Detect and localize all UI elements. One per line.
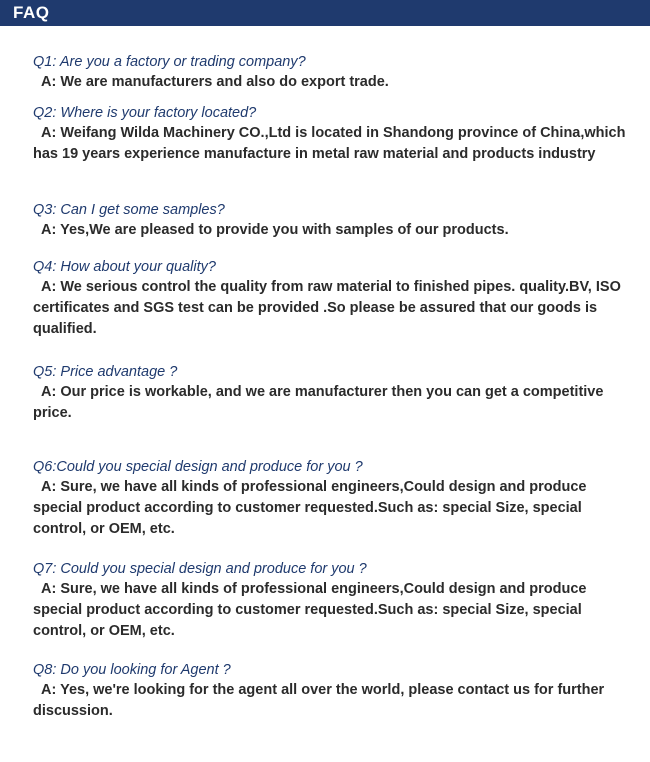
question-7: Q7: Could you special design and produce for you ? [33,561,367,577]
faq-item-3 [33,201,633,241]
question-5: Q5: Price advantage ? [33,364,178,380]
faq-item-4 [33,258,633,340]
faq-title: FAQ [13,3,50,22]
faq-item-2 [33,104,633,165]
faq-item-1 [33,53,633,93]
faq-header [0,0,650,26]
faq-item-6 [33,458,633,540]
faq-item-7 [33,560,633,642]
answer-7: A: Sure, we have all kinds of professional engineers,Could design and produce special product according to customer requested.Such as: special Size, special control, or OEM, etc. [33,581,587,639]
question-3: Q3: Can I get some samples? [33,202,225,218]
answer-1: A: We are manufacturers and also do export trade. [41,74,389,90]
question-1: Q1: Are you a factory or trading company? [33,54,306,70]
question-8: Q8: Do you looking for Agent ? [33,662,231,678]
answer-4: A: We serious control the quality from raw material to finished pipes. quality.BV, ISO certificates and SGS test can be provided .So please be assured that our goods is qualified. [33,279,621,337]
faq-item-5 [33,363,633,424]
answer-2: A: Weifang Wilda Machinery CO.,Ltd is located in Shandong province of China,which has 19 years experience manufacture in metal raw material and products industry [33,125,626,162]
faq-item-8 [33,661,633,722]
answer-5: A: Our price is workable, and we are manufacturer then you can get a competitive price. [33,384,604,421]
answer-6: A: Sure, we have all kinds of professional engineers,Could design and produce special product according to customer requested.Such as: special Size, special control, or OEM, etc. [33,479,587,537]
question-2: Q2: Where is your factory located? [33,105,257,121]
question-4: Q4: How about your quality? [33,259,216,275]
answer-3: A: Yes,We are pleased to provide you with samples of our products. [41,222,509,238]
answer-8: A: Yes, we're looking for the agent all over the world, please contact us for further discussion. [33,682,605,719]
question-6: Q6:Could you special design and produce for you ? [33,459,363,475]
